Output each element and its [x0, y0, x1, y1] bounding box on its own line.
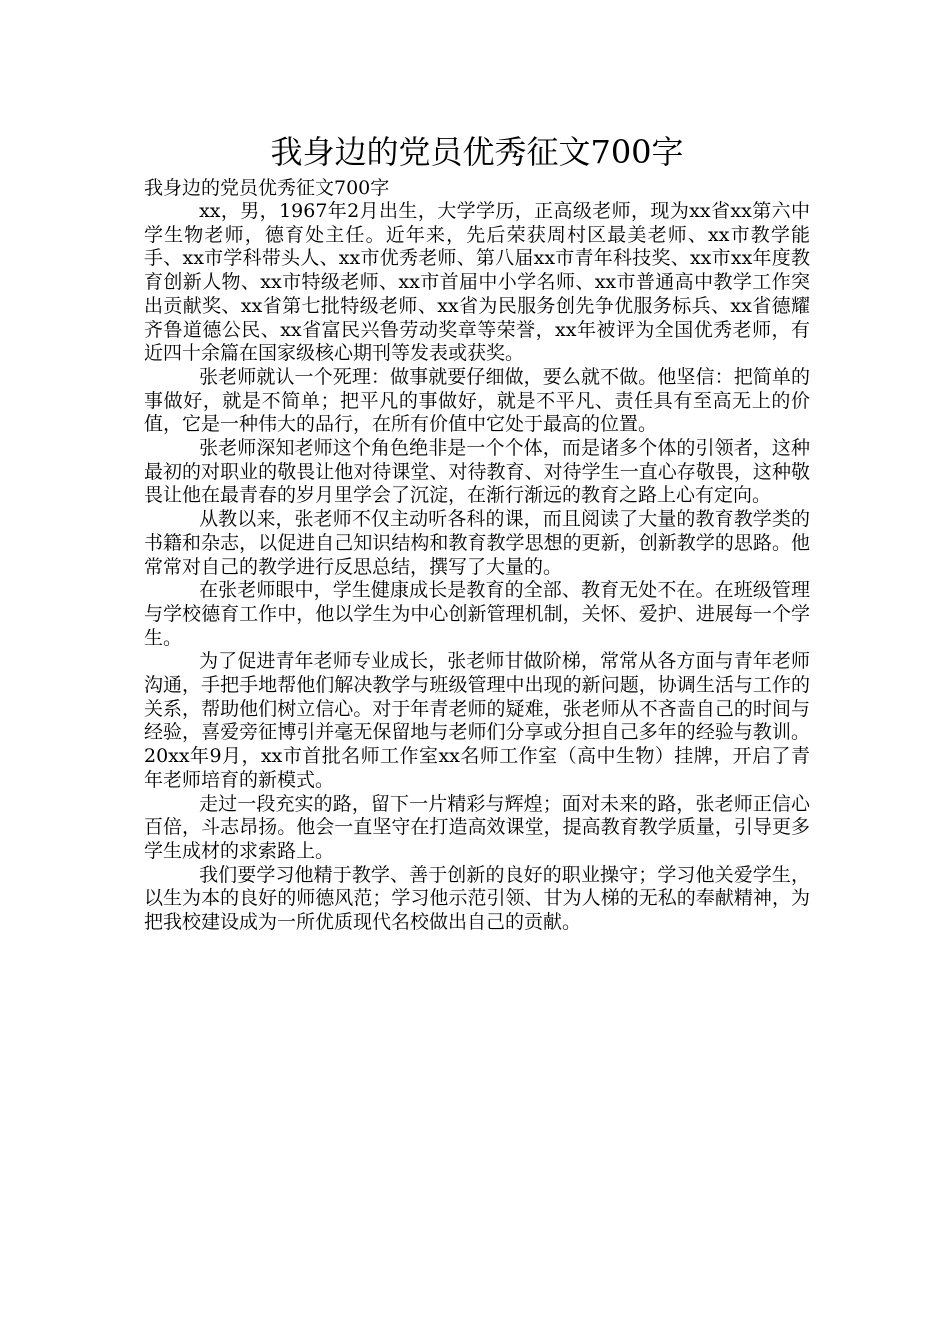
paragraph-5: 在张老师眼中，学生健康成长是教育的全部、教育无处不在。在班级管理与学校德育工作中，他以学生为中心创新管理机制，关怀、爱护、进展每一个学生。: [144, 579, 810, 649]
document-subtitle: 我身边的党员优秀征文700字: [144, 177, 390, 199]
paragraph-8: 我们要学习他精于教学、善于创新的良好的职业操守；学习他关爱学生，以生为本的良好的师德风范；学习他示范引领、甘为人梯的无私的奉献精神，为把我校建设成为一所优质现代名校做出自己的贡献。: [144, 863, 810, 934]
paragraph-6: 为了促进青年老师专业成长，张老师甘做阶梯，常常从各方面与青年老师沟通，手把手地帮他们解决教学与班级管理中出现的新问题，协调生活与工作的关系，帮助他们树立信心。对于年青老师的疑难，张老师从不吝啬自己的时间与经验，喜爱旁征博引并毫无保留地与老师们分享或分担自己多年的经验与教训。20xx年9月，xx市首批名师工作室xx名师工作室（高中生物）挂牌，开启了青年老师培育的新模式。: [144, 650, 810, 791]
paragraph-7: 走过一段充实的路，留下一片精彩与辉煌；面对未来的路，张老师正信心百倍，斗志昂扬。他会一直坚守在打造高效课堂，提高教育教学质量，引导更多学生成材的求索路上。: [144, 792, 810, 862]
paragraph-3: 张老师深知老师这个角色绝非是一个个体，而是诸多个体的引领者，这种最初的对职业的敬畏让他对待课堂、对待教育、对待学生一直心存敬畏，这种敬畏让他在最青春的岁月里学会了沉淀，在渐行渐远的教育之路上心有定向。: [144, 437, 810, 507]
document-body: [144, 128, 810, 935]
paragraph-1: xx，男，1967年2月出生，大学学历，正高级老师，现为xx省xx第六中学生物老师，德育处主任。近年来，先后荣获周村区最美老师、xx市教学能手、xx市学科带头人、xx市优秀老师、第八届xx市青年科技奖、xx市xx年度教育创新人物、xx市特级老师、xx市首届中小学名师、xx市普通高中教学工作突出贡献奖、xx省第七批特级老师、xx省为民服务创先争优服务标兵、xx省德耀齐鲁道德公民、xx省富民兴鲁劳动奖章等荣誉，xx年被评为全国优秀老师，有近四十余篇在国家级核心期刊等发表或获奖。: [144, 200, 810, 365]
document-title: 我身边的党员优秀征文700字: [270, 133, 684, 171]
paragraph-4: 从教以来，张老师不仅主动听各科的课，而且阅读了大量的教育教学类的书籍和杂志，以促进自己知识结构和教育教学思想的更新，创新教学的思路。他常常对自己的教学进行反思总结，撰写了大量的。: [144, 508, 810, 578]
paragraph-2: 张老师就认一个死理：做事就要仔细做，要么就不做。他坚信：把简单的事做好，就是不简单；把平凡的事做好，就是不平凡、责任具有至高无上的价值，它是一种伟大的品行，在所有价值中它处于最高的位置。: [144, 365, 810, 436]
